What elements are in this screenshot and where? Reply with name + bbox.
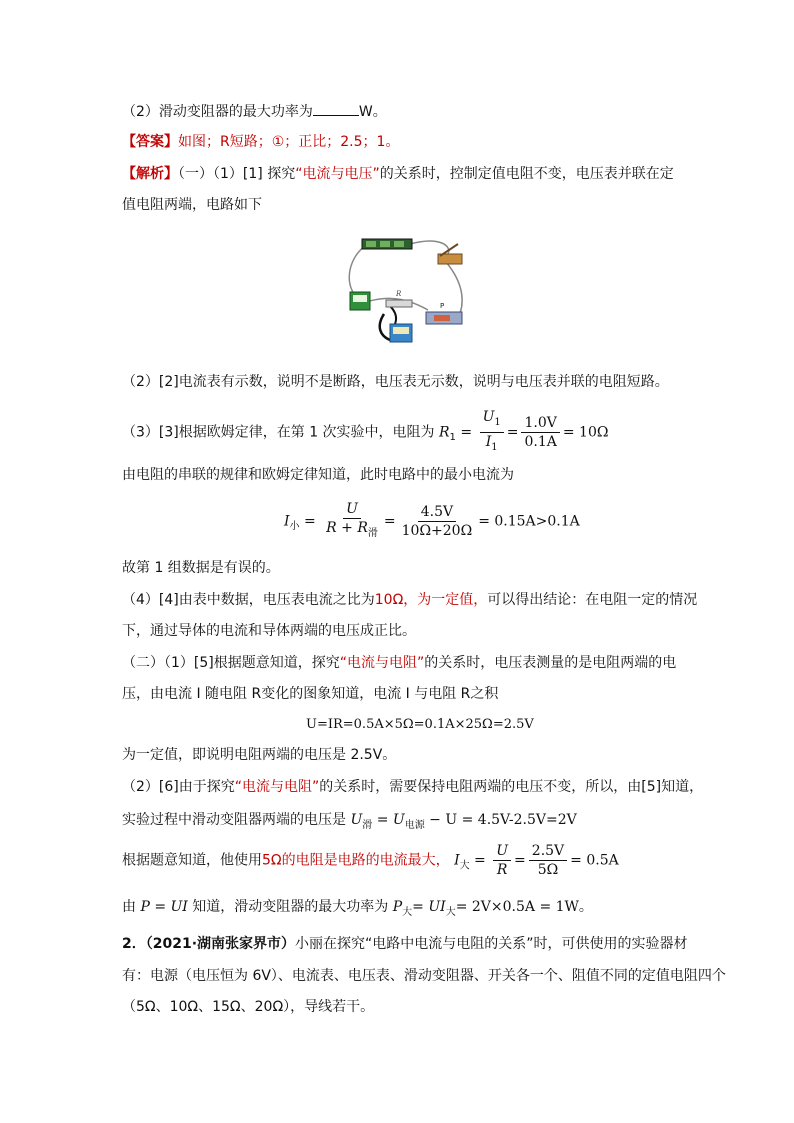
meter-dial	[353, 295, 367, 302]
frac-den: R + R	[326, 520, 368, 536]
analysis-line	[122, 164, 674, 184]
question-line: 有：电源（电压恒为 6V）、电流表、电压表、滑动变阻器、开关各一个、阻值不同的定值电阻四个	[122, 968, 726, 984]
formula-text: 实验过程中滑动变阻器两端的电压是	[122, 812, 346, 828]
resistance-symbol: R	[439, 424, 450, 441]
frac-num: U	[493, 842, 511, 861]
unit-text: W。	[358, 104, 387, 120]
voltage-symbol: U	[350, 812, 363, 828]
fraction	[493, 842, 511, 879]
analysis-highlight: “电流与电压”	[295, 166, 380, 182]
question-text: （2）滑动变阻器的最大功率为	[122, 104, 313, 120]
formula-result: = 10Ω	[562, 424, 609, 441]
frac-den: 10Ω+20Ω	[401, 522, 473, 539]
text-highlight: 5Ω的电阻是电路的电流最大，	[262, 852, 450, 869]
slider-label: P	[440, 302, 445, 310]
formula-text: （3）[3]根据欧姆定律，在第 1 次实验中，电阻为	[122, 424, 435, 441]
text-highlight: 10Ω，为一定值，	[374, 592, 488, 608]
analysis-line	[122, 777, 703, 797]
text-a: （4）[4]由表中数据，电压表电流之比为	[122, 592, 375, 608]
resistor-icon	[386, 300, 412, 307]
battery-cell	[380, 241, 390, 247]
formula-line: 根据题意知道，他使用5Ω的电阻是电路的电流最大， $I_大$ = $\frac{U}{R}$ = $\frac{2.5V}{5\Omega}$ = 0.5A	[122, 843, 619, 878]
power-mid-sub: 大	[445, 906, 456, 918]
question-text: 小丽在探究“电路中电流与电阻的关系”时，可供使用的实验器材	[295, 936, 688, 952]
wire	[410, 241, 449, 254]
text-end: 。	[578, 899, 593, 915]
text-b: 知道，滑动变阻器的最大功率为	[192, 899, 389, 915]
frac-num: U	[482, 409, 495, 425]
power-sub: 大	[402, 906, 413, 918]
analysis-line: 为一定值，即说明电阻两端的电压是 2.5V。	[122, 747, 397, 763]
analysis-line	[122, 590, 697, 610]
battery-cell	[366, 241, 376, 247]
frac-den: I	[485, 433, 492, 450]
question-line	[122, 101, 387, 122]
analysis-line: 由电阻的串联的规律和欧姆定律知道，此时电路中的最小电流为	[122, 467, 514, 483]
question-number: 2．	[122, 936, 146, 952]
frac-den: R	[496, 862, 508, 878]
frac-num: 1.0V	[521, 414, 559, 433]
formula-line: （3）[3]根据欧姆定律，在第 1 次实验中，电阻为 $R_1$ = $\frac{U_1}{I_1}$ = $\frac{1.0V}{0.1A}$ = 10Ω	[122, 408, 608, 457]
formula-line: 实验过程中滑动变阻器两端的电压是 $U_滑 = U_{电源} - U = 4.5V-2.5V=2V$	[122, 812, 577, 831]
answer-line	[122, 132, 399, 152]
formula-result: = 0.15A>0.1A	[478, 513, 580, 530]
text-c: 的关系时，需要保持电阻两端的电压不变，所以，由[5]知道，	[319, 779, 704, 795]
frac-den: 5Ω	[537, 862, 559, 878]
analysis-line: 下，通过导体的电流和导体两端的电压成正比。	[122, 623, 416, 639]
text-a: 由	[122, 899, 136, 915]
formula-result: = 0.5A	[570, 852, 619, 869]
resistance-sub: 1	[449, 432, 456, 444]
analysis-tag: 【解析】	[122, 166, 178, 182]
question-line: （5Ω、10Ω、15Ω、20Ω），导线若干。	[122, 999, 375, 1015]
current-symbol: I	[284, 513, 290, 530]
formula-result: − U = 4.5V-2.5V=2V	[429, 812, 577, 828]
answer-text: 如图；R短路；①；正比；2.5；1。	[178, 134, 400, 150]
frac-den-sub: 滑	[367, 527, 378, 539]
analysis-line	[122, 653, 676, 673]
text-a: 根据题意知道，他使用	[122, 852, 262, 869]
text-a: （2）[6]由于探究	[122, 779, 235, 795]
fraction	[399, 503, 476, 540]
frac-num: 4.5V	[418, 503, 456, 522]
frac-num: 2.5V	[529, 842, 567, 861]
fraction	[323, 500, 381, 543]
power-formula: P = UI	[140, 899, 188, 915]
analysis-line: 压，由电流 I 随电阻 R变化的图象知道，电流 I 与电阻 R之积	[122, 686, 499, 702]
question-line	[122, 934, 688, 954]
formula-line: U=IR=0.5A×5Ω=0.1A×25Ω=2.5V	[306, 717, 534, 732]
fraction	[521, 414, 559, 451]
meter-dial	[393, 327, 409, 334]
frac-num-sub: 1	[494, 416, 501, 428]
text-highlight: “电流与电阻”	[234, 779, 320, 795]
circuit-figure	[340, 236, 470, 348]
text-c: 的关系时，电压表测量的是电阻两端的电	[424, 655, 677, 671]
voltage-sub: 滑	[362, 819, 373, 831]
current-symbol: I	[454, 852, 460, 869]
analysis-text-c: 的关系时，控制定值电阻不变，电压表并联在定	[379, 166, 674, 182]
voltage-symbol: U	[392, 812, 405, 828]
analysis-line: 故第 1 组数据是有误的。	[122, 560, 280, 576]
frac-den-sub: 1	[491, 441, 498, 453]
frac-den: 0.1A	[524, 433, 557, 450]
voltage-sub: 电源	[404, 819, 425, 831]
formula-result: = 2V×0.5A = 1W	[455, 899, 579, 915]
current-sub: 小	[289, 521, 300, 533]
formula-line: $I_小$ = $\frac{U}{R + R_滑}$ = $\frac{4.5V}{10\Omega+20\Omega}$ = 0.15A>0.1A	[284, 500, 580, 544]
resistor-label: R	[396, 290, 402, 298]
wire	[380, 314, 390, 340]
fraction	[480, 408, 504, 457]
answer-blank	[313, 101, 359, 116]
text-c: 可以得出结论：在电阻一定的情况	[487, 592, 698, 608]
wire	[349, 244, 368, 296]
battery-cell	[394, 241, 404, 247]
power-symbol: P	[392, 899, 403, 915]
formula-line	[122, 897, 593, 923]
answer-tag: 【答案】	[122, 134, 178, 150]
frac-num: U	[343, 500, 361, 519]
text-highlight: “电流与电阻”	[339, 655, 425, 671]
power-mid: = UI	[412, 899, 446, 915]
wire	[446, 262, 462, 318]
question-source: （2021·湖南张家界市）	[145, 936, 296, 952]
rheostat-coil	[434, 315, 450, 321]
text-a: （二）（1）[5]根据题意知道，探究	[122, 655, 340, 671]
fraction	[529, 842, 567, 879]
current-sub: 大	[459, 860, 470, 872]
analysis-line: （2）[2]电流表有示数，说明不是断路，电压表无示数，说明与电压表并联的电阻短路。	[122, 374, 669, 390]
analysis-line-2: 值电阻两端，电路如下	[122, 197, 262, 213]
analysis-text-a: （一）（1）[1] 探究	[178, 166, 296, 182]
